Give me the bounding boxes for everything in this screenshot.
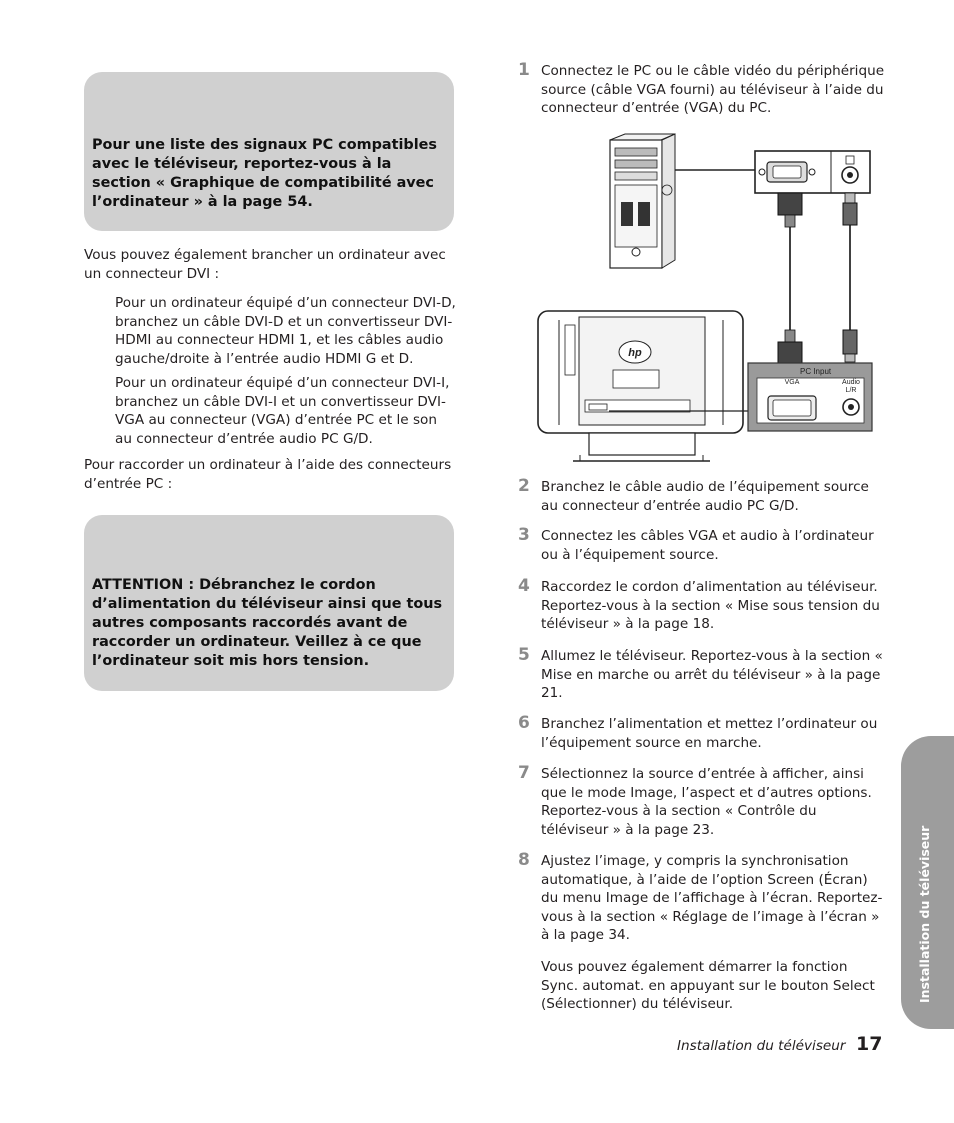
step-number: 5 bbox=[518, 645, 530, 665]
paragraph-dvi-intro: Vous pouvez également brancher un ordinateur avec un connecteur DVI : bbox=[84, 247, 446, 282]
step-number: 2 bbox=[518, 476, 530, 496]
step-text: Branchez le câble audio de l’équipement source au connecteur d’entrée audio PC G/D. bbox=[541, 479, 869, 514]
paragraph-dvi-d: Pour un ordinateur équipé d’un connecteur DVI-D, branchez un câble DVI-D et un convertisseur DVI-HDMI au connecteur HDMI 1, et les câbles audio gauche/droite à l’entrée audio HDMI G et D. bbox=[115, 295, 456, 367]
step-text: Ajustez l’image, y compris la synchronisation automatique, à l’aide de l’option Screen (Écran) du menu Image de l’affichage à l’écran. Reportez-vous à la section « Réglage de l’image à l’écran » à la page 34. bbox=[541, 853, 883, 944]
pc-connector-panel bbox=[755, 151, 870, 193]
step-number: 3 bbox=[518, 525, 530, 545]
paragraph-pc-intro: Pour raccorder un ordinateur à l’aide des connecteurs d’entrée PC : bbox=[84, 457, 452, 492]
step-number: 8 bbox=[518, 850, 530, 870]
note-attention-text: ATTENTION : Débranchez le cordon d’alimentation du téléviseur ainsi que tous autres composants raccordés avant de raccorder un ordinateur. Veillez à ce que l’ordinateur soit mis hors tension. bbox=[92, 577, 443, 669]
step-text: Connectez le PC ou le câble vidéo du périphérique source (câble VGA fourni) au téléviseur à l’aide du connecteur d’entrée (VGA) du PC. bbox=[541, 63, 885, 117]
audio-cable bbox=[843, 193, 857, 362]
note-compatibility-text: Pour une liste des signaux PC compatibles avec le téléviseur, reportez-vous à la section « Graphique de compatibilité avec l’ordinateur » à la page 54. bbox=[92, 137, 437, 210]
step-number: 7 bbox=[518, 763, 530, 783]
tv-pc-input-panel bbox=[748, 363, 872, 431]
step-number: 4 bbox=[518, 576, 530, 596]
step-text: Sélectionnez la source d’entrée à afficher, ainsi que le mode Image, l’aspect et d’autres options. Reportez-vous à la section « Contrôle du téléviseur » à la page 23. bbox=[541, 766, 872, 838]
step-number: 1 bbox=[518, 60, 530, 80]
vga-port-label: VGA bbox=[784, 379, 800, 386]
page-number: 17 bbox=[856, 1033, 883, 1055]
audio-lr-label: L/R bbox=[845, 387, 857, 394]
step-text: Branchez l’alimentation et mettez l’ordinateur ou l’équipement source en marche. bbox=[541, 716, 878, 751]
connection-diagram bbox=[535, 130, 880, 470]
step-number: 6 bbox=[518, 713, 530, 733]
step-text: Raccordez le cordon d’alimentation au téléviseur. Reportez-vous à la section « Mise sous tension du téléviseur » à la page 18. bbox=[541, 579, 880, 633]
hp-logo: hp bbox=[628, 347, 642, 359]
side-tab-label: Installation du téléviseur bbox=[917, 825, 932, 1003]
pc-tower-illustration bbox=[610, 134, 675, 268]
tv-back-illustration bbox=[538, 311, 743, 461]
footer-section-title: Installation du téléviseur bbox=[677, 1038, 846, 1054]
paragraph-dvi-i: Pour un ordinateur équipé d’un connecteur DVI-I, branchez un câble DVI-I et un convertisseur DVI-VGA au connecteur (VGA) d’entrée PC et le son au connecteur d’entrée audio PC G/D. bbox=[115, 375, 450, 447]
section-side-tab bbox=[901, 736, 954, 1029]
audio-port-label: Audio bbox=[842, 379, 860, 386]
vga-cable bbox=[778, 193, 802, 366]
step-text: Allumez le téléviseur. Reportez-vous à la section « Mise en marche ou arrêt du téléviseur » à la page 21. bbox=[541, 648, 883, 702]
panel-title: PC Input bbox=[800, 367, 832, 376]
step-text: Connectez les câbles VGA et audio à l’ordinateur ou à l’équipement source. bbox=[541, 528, 874, 563]
step-8-extra-text: Vous pouvez également démarrer la fonction Sync. automat. en appuyant sur le bouton Select (Sélectionner) du téléviseur. bbox=[541, 959, 875, 1013]
